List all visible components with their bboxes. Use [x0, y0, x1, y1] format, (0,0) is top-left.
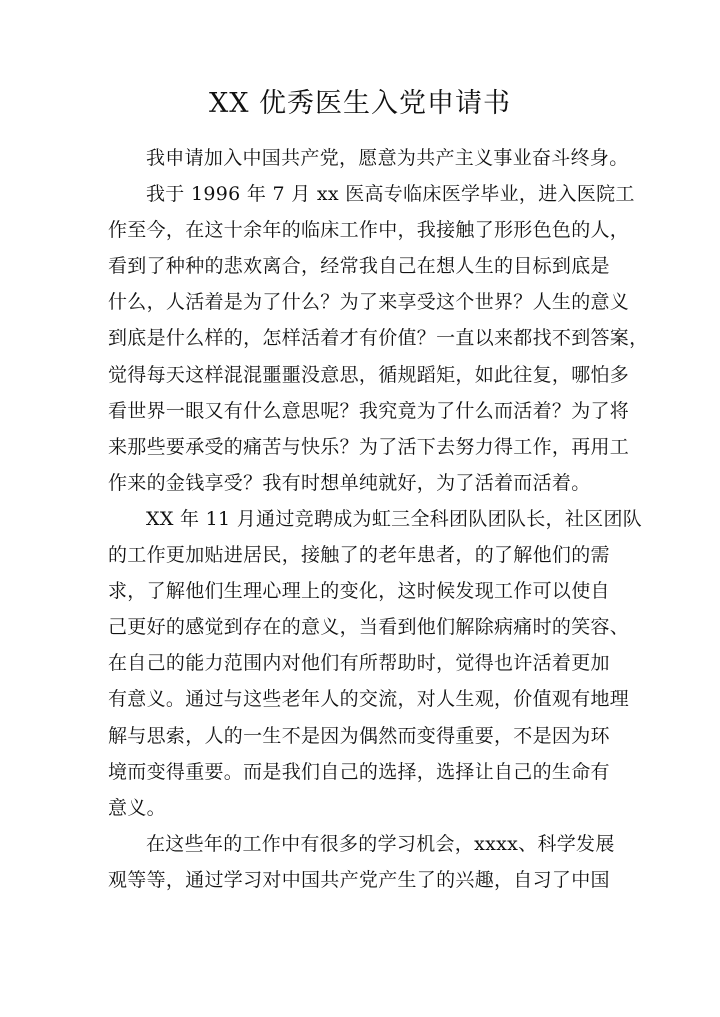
paragraph-line: 作来的金钱享受？我有时想单纯就好，为了活着而活着。: [108, 471, 591, 494]
paragraph-line: 作至今，在这十余年的临床工作中，我接触了形形色色的人，: [108, 219, 630, 242]
paragraph-line: 在这些年的工作中有很多的学习机会，xxxx、科学发展: [146, 832, 615, 855]
paragraph-line: 觉得每天这样混混噩噩没意思，循规蹈矩，如此往复，哪怕多: [108, 363, 630, 386]
paragraph-line: XX 年 11 月通过竞聘成为虹三全科团队团队长，社区团队: [146, 507, 643, 530]
paragraph-line: 看世界一眼又有什么意思呢？我究竟为了什么而活着？为了将: [108, 399, 630, 422]
paragraph-line: 己更好的感觉到存在的意义，当看到他们解除病痛时的笑容、: [108, 616, 630, 639]
paragraph-line: 境而变得重要。而是我们自己的选择，选择让自己的生命有: [108, 760, 610, 783]
paragraph-line: 意义。: [108, 796, 166, 819]
paragraph-line: 看到了种种的悲欢离合，经常我自己在想人生的目标到底是: [108, 255, 610, 278]
paragraph-line: 什么，人活着是为了什么？为了来享受这个世界？人生的意义: [108, 291, 630, 314]
document-title: XX 优秀医生入党申请书: [208, 88, 512, 119]
paragraph-line: 到底是什么样的，怎样活着才有价值？一直以来都找不到答案，: [108, 327, 649, 350]
document-body: [108, 140, 649, 898]
paragraph-line: 我申请加入中国共产党，愿意为共产主义事业奋斗终身。: [146, 147, 629, 169]
paragraph-line: 求，了解他们生理心理上的变化，这时候发现工作可以使自: [108, 580, 610, 603]
paragraph-line: 来那些要承受的痛苦与快乐？为了活下去努力得工作，再用工: [108, 435, 630, 458]
paragraph-line: 解与思索，人的一生不是因为偶然而变得重要，不是因为环: [108, 724, 610, 747]
paragraph-line: 我于 1996 年 7 月 xx 医高专临床医学毕业，进入医院工: [146, 183, 635, 206]
paragraph-line: 的工作更加贴进居民，接触了的老年患者，的了解他们的需: [108, 544, 610, 567]
paragraph-line: 有意义。通过与这些老年人的交流，对人生观，价值观有地理: [108, 688, 630, 711]
paragraph-line: 在自己的能力范围内对他们有所帮助时，觉得也许活着更加: [108, 652, 610, 675]
paragraph-line: 观等等，通过学习对中国共产党产生了的兴趣，自习了中国: [108, 868, 610, 891]
